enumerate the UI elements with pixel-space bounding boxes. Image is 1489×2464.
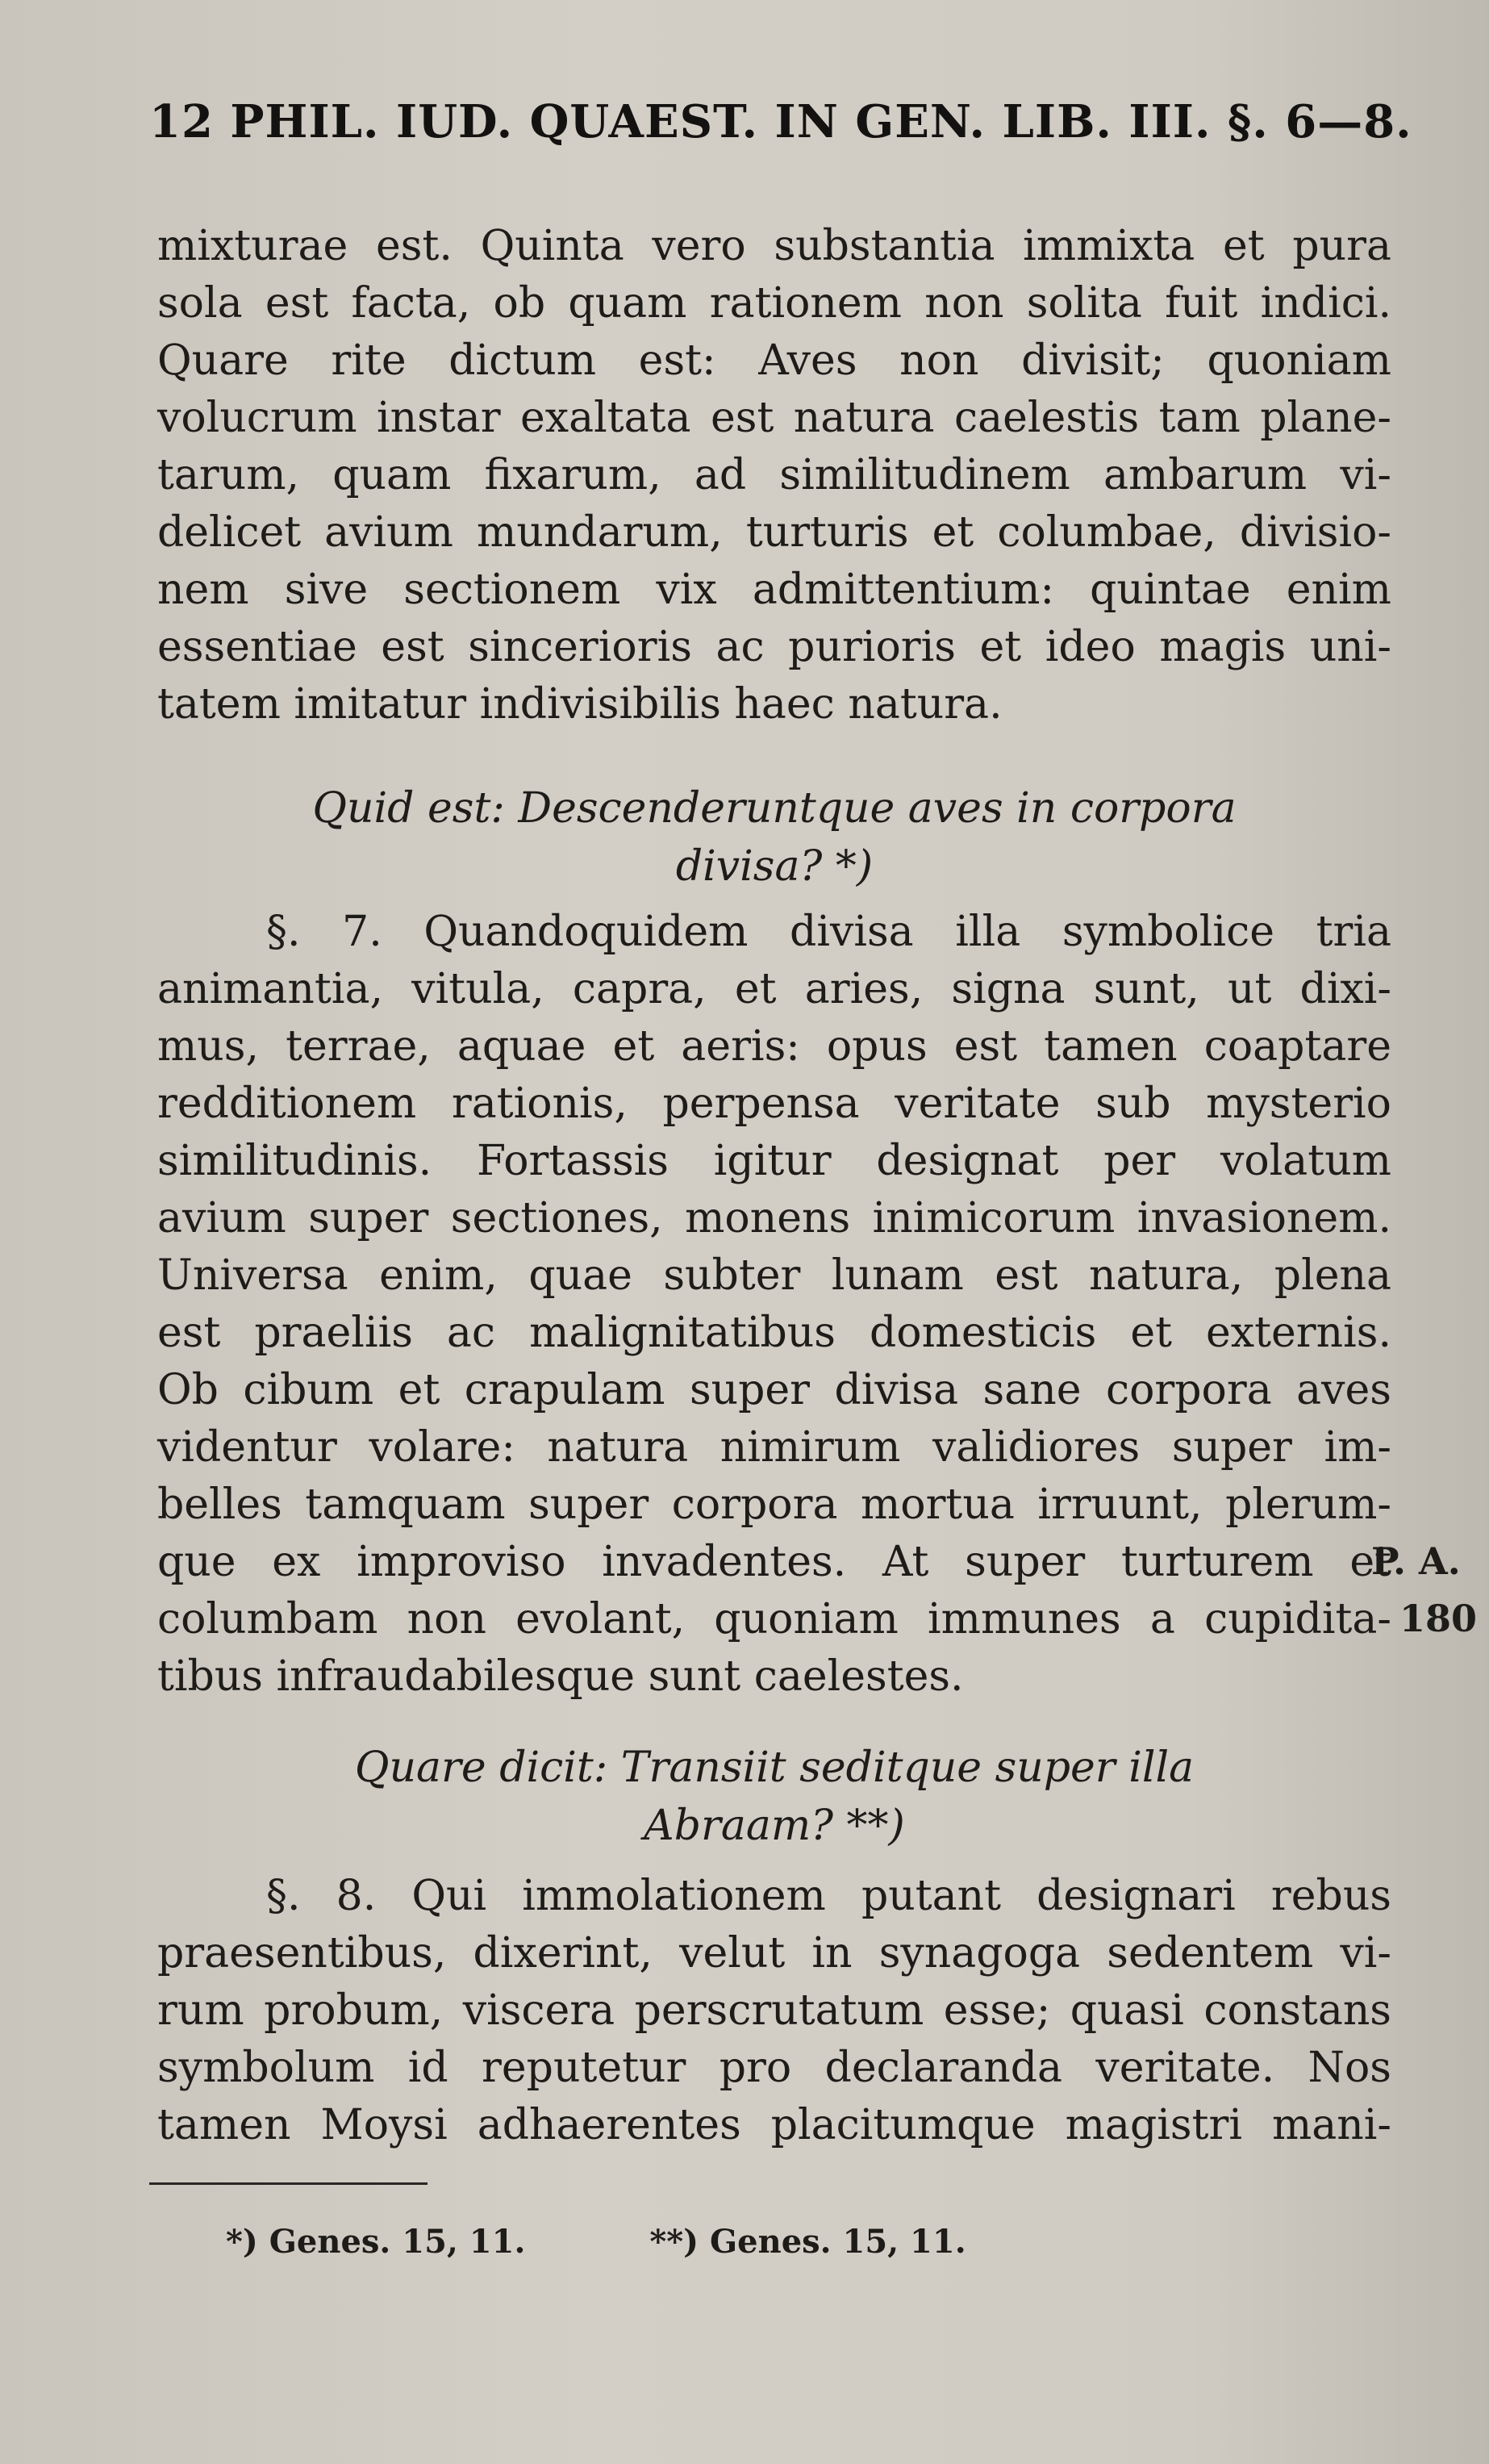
text-line: §. 7. Quandoquidem divisa illa symbolice tria [266,908,1391,956]
text-line: tarum, quam fixarum, ad similitudinem ambarum vi- [157,451,1391,499]
paragraph-3 [157,1868,1391,2154]
text-line: symbolum id reputetur pro declaranda veritate. Nos [157,2044,1391,2092]
footnotes [226,2223,1079,2261]
text-line: tamen Moysi adhaerentes placitumque magistri mani- [157,2101,1391,2149]
footnote-1: *) Genes. 15, 11. [226,2223,526,2261]
text-line: columbam non evolant, quoniam immunes a cupidita- [157,1595,1391,1643]
text-line: volucrum instar exaltata est natura caelestis tam plane- [157,394,1391,442]
text-line: praesentibus, dixerint, velut in synagoga sedentem vi- [157,1929,1391,1977]
text-line: tatem imitatur indivisibilis haec natura. [157,680,1003,729]
text-line: mus, terrae, aquae et aeris: opus est tamen coaptare [157,1022,1391,1071]
text-line: belles tamquam super corpora mortua irruunt, plerum- [157,1480,1391,1529]
paragraph-1 [157,218,1391,733]
heading-line: divisa? *) [675,842,874,891]
text-line: que ex improviso invadentes. At super turturem et [157,1538,1391,1586]
margin-note-pa: P. A. [1371,1539,1461,1583]
text-line: rum probum, viscera perscrutatum esse; quasi constans [157,1986,1391,2035]
text-line: delicet avium mundarum, turturis et columbae, divisio- [157,508,1391,557]
text-line: Universa enim, quae subter lunam est natura, plena [157,1251,1391,1300]
text-line: sola est facta, ob quam rationem non solita fuit indici. [157,279,1391,328]
footnote-2: **) Genes. 15, 11. [649,2223,966,2261]
section-heading-2 [157,1739,1391,1855]
heading-line: Abraam? **) [644,1802,905,1850]
text-line: Ob cibum et crapulam super divisa sane corpora aves [157,1366,1391,1414]
text-line: est praeliis ac malignitatibus domesticis et externis. [157,1309,1391,1357]
text-line: essentiae est sincerioris ac purioris et ideo magis uni- [157,623,1391,671]
text-line: videntur volare: natura nimirum validiores super im- [157,1423,1391,1472]
heading-line: Quid est: Descenderuntque aves in corpora [312,784,1237,833]
text-line: mixturae est. Quinta vero substantia immixta et pura [157,222,1391,270]
margin-note-number: 180 [1399,1597,1478,1640]
footnote-rule [149,2182,428,2185]
text-line: tibus infraudabilesque sunt caelestes. [157,1652,964,1701]
text-line: Quare rite dictum est: Aves non divisit; quoniam [157,336,1391,385]
section-heading-1 [157,779,1391,896]
text-line: redditionem rationis, perpensa veritate sub mysterio [157,1080,1391,1128]
text-line: avium super sectiones, monens inimicorum invasionem. [157,1194,1391,1242]
text-line: §. 8. Qui immolationem putant designari rebus [266,1872,1391,1920]
text-line: similitudinis. Fortassis igitur designat per volatum [157,1137,1391,1185]
running-header: 12 PHIL. IUD. QUAEST. IN GEN. LIB. III. §. 6—8. [149,95,1412,148]
text-line: animantia, vitula, capra, et aries, signa sunt, ut dixi- [157,965,1391,1013]
text-line: nem sive sectionem vix admittentium: quintae enim [157,566,1391,614]
heading-line: Quare dicit: Transiit seditque super illa [354,1744,1195,1792]
paragraph-2 [157,904,1391,1706]
